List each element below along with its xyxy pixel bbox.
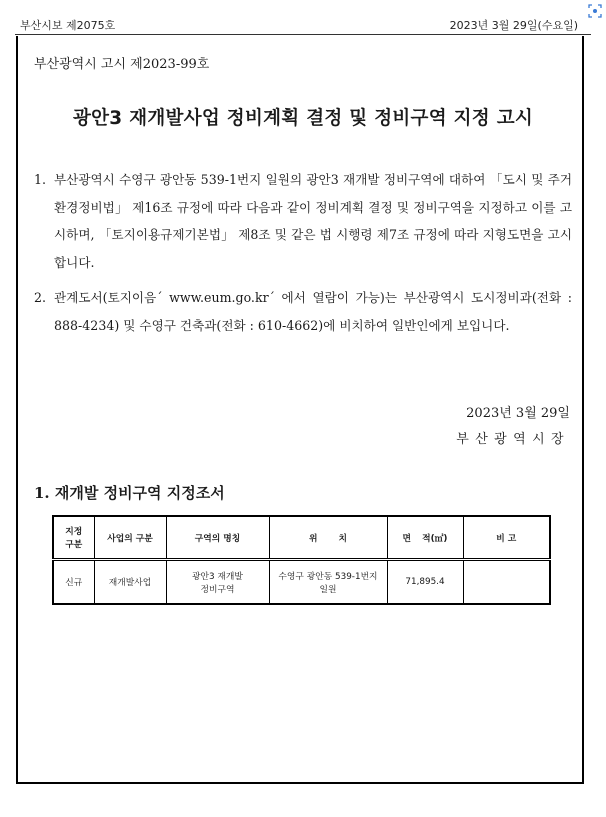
header-divider [15, 34, 591, 35]
notice-number: 부산광역시 고시 제2023-99호 [34, 57, 210, 72]
table-cell: 신규 [53, 559, 94, 604]
paragraph-text: 부산광역시 수영구 광안동 539-1번지 일원의 광안3 재개발 정비구역에 대하여 「도시 및 주거환경정비법」 제16조 규정에 따라 다음과 같이 정비계획 결정 및 정비구역을 지정하고 이를 고시하며, 「토지이용규제기본법」 제8조 및 같은 법 시행령 제7조 규정에 따라 지형도면을 고시합니다. [54, 172, 572, 270]
table-header-cell: 면 적(㎡) [387, 516, 463, 559]
table-header-cell: 사업의 구분 [94, 516, 166, 559]
table-cell: 수영구 광안동 539-1번지 일원 [269, 559, 387, 604]
section-title: 1. 재개발 정비구역 지정조서 [34, 484, 225, 502]
table-row [53, 559, 550, 604]
focus-icon[interactable] [588, 4, 602, 18]
notice-signer: 부산광역시장 [456, 432, 570, 447]
table-cell: 재개발사업 [94, 559, 166, 604]
table-header-cell: 비 고 [463, 516, 550, 559]
notice-title: 광안3 재개발사업 정비계획 결정 및 정비구역 지정 고시 [72, 108, 534, 129]
table-cell [463, 559, 550, 604]
paragraph-1 [34, 166, 572, 276]
paragraph-number: 2. [34, 290, 47, 305]
table-header-cell: 위 치 [269, 516, 387, 559]
gazette-issue: 부산시보 제2075호 [20, 19, 116, 32]
paragraph-number: 1. [34, 172, 47, 187]
table-cell: 광안3 재개발 정비구역 [166, 559, 269, 604]
paragraph-2 [34, 284, 572, 339]
gazette-date: 2023년 3월 29일(수요일) [449, 19, 578, 32]
notice-date: 2023년 3월 29일 [466, 406, 570, 421]
table-header-cell: 지정 구분 [53, 516, 94, 559]
table-header-row [53, 516, 550, 559]
table-cell: 71,895.4 [387, 559, 463, 604]
designation-table [52, 515, 551, 605]
table-header-cell: 구역의 명칭 [166, 516, 269, 559]
paragraph-text: 관계도서(토지이음´ www.eum.go.kr´ 에서 열람이 가능)는 부산광역시 도시정비과(전화 : 888-4234) 및 수영구 건축과(전화 : 610-4662)에 비치하여 일반인에게 보입니다. [54, 290, 572, 333]
